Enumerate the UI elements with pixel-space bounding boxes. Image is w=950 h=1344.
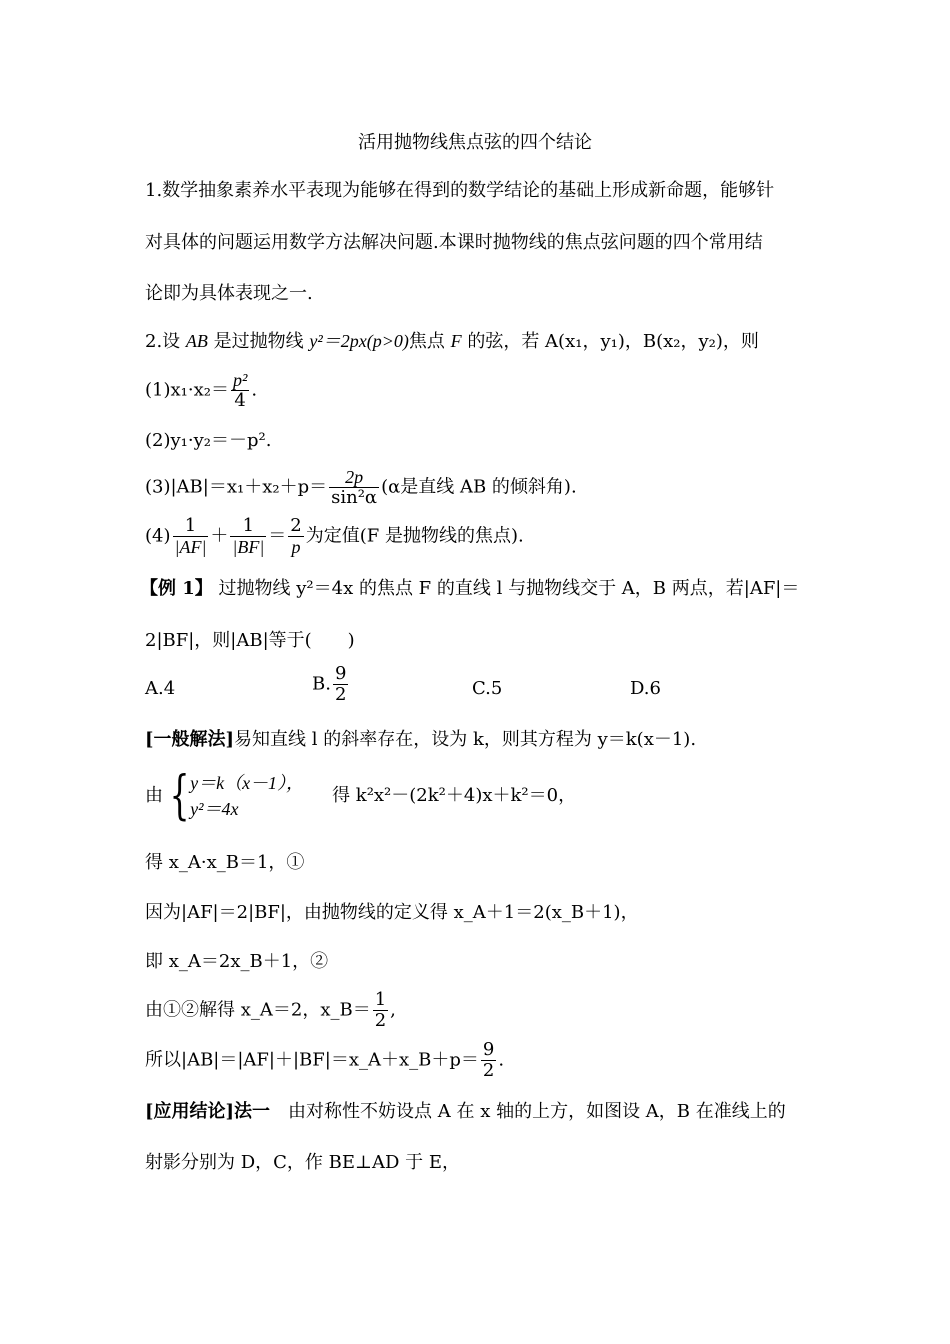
option-d: D.6 xyxy=(630,678,661,699)
s4-end: , xyxy=(390,999,396,1021)
general-step-3: 即 x_A＝2x_B＋1，② xyxy=(145,951,329,972)
example-line-2: 2|BF|，则|AB|等于( ) xyxy=(145,630,355,651)
c4-d2: |BF| xyxy=(232,537,265,557)
c4-end: 为定值(F 是抛物线的焦点). xyxy=(305,525,524,547)
c3-den: sin²α xyxy=(331,487,378,508)
applied-line-2: 射影分别为 D，C，作 BE⊥AD 于 E， xyxy=(145,1152,460,1173)
conclusion-2: (2)y₁·y₂＝－p². xyxy=(145,430,272,451)
conclusion-4 xyxy=(145,516,524,557)
c4-fraction-1 xyxy=(173,516,209,557)
option-b xyxy=(312,664,350,705)
c4-plus: ＋ xyxy=(210,525,229,547)
option-c: C.5 xyxy=(472,678,503,699)
s4-fraction xyxy=(373,990,388,1031)
general-text-1: 易知直线 l 的斜率存在，设为 k，则其方程为 y＝k(x－1). xyxy=(234,729,697,750)
system-eq-1: y＝k（x－1）， xyxy=(190,773,305,793)
page-title: 活用抛物线焦点弦的四个结论 xyxy=(358,132,592,153)
example-tag: 【例 1】 xyxy=(140,578,213,599)
option-a: A.4 xyxy=(145,678,176,699)
s5-fraction xyxy=(481,1040,496,1081)
c1-num: p² xyxy=(232,370,248,390)
setup-ab: AB xyxy=(185,331,208,351)
intro-line-3: 论即为具体表现之一. xyxy=(145,283,313,304)
s5-pre: 所以|AB|＝|AF|＋|BF|＝x_A＋x_B＋p＝ xyxy=(145,1049,479,1071)
s5-end: . xyxy=(498,1049,505,1071)
general-line-1 xyxy=(145,729,696,751)
setup-eq: y²＝2px(p>0) xyxy=(309,331,409,351)
c4-eq: ＝ xyxy=(268,525,287,547)
s4-num: 1 xyxy=(374,989,387,1010)
general-system xyxy=(145,766,577,826)
system-eq-2: y²＝4x xyxy=(190,799,239,819)
general-tag: [一般解法] xyxy=(145,729,235,750)
s4-den: 2 xyxy=(374,1010,387,1031)
setup-mid2: 焦点 xyxy=(408,331,451,352)
c3-end: (α是直线 AB 的倾斜角). xyxy=(381,476,577,498)
intro-line-1: 1.数学抽象素养水平表现为能够在得到的数学结论的基础上形成新命题，能够针 xyxy=(145,180,775,201)
general-step-4 xyxy=(145,990,396,1031)
c4-fraction-3 xyxy=(288,516,303,557)
general-get: 得 k²x²－(2k²＋4)x＋k²＝0， xyxy=(332,785,577,806)
general-step-2: 因为|AF|＝2|BF|，由抛物线的定义得 x_A＋1＝2(x_B＋1)， xyxy=(145,902,639,923)
c4-n1: 1 xyxy=(173,516,209,537)
conclusion-3 xyxy=(145,467,577,508)
setup-f: F xyxy=(450,331,462,351)
option-b-pre: B. xyxy=(312,673,331,695)
c1-end: . xyxy=(251,379,258,401)
equation-system xyxy=(190,770,304,822)
conclusion-1 xyxy=(145,370,257,411)
c3-lhs: (3)|AB|＝x₁＋x₂＋p＝ xyxy=(145,476,328,498)
c3-num: 2p xyxy=(329,467,379,488)
s4-pre: 由①②解得 x_A＝2，x_B＝ xyxy=(145,999,371,1021)
option-b-den: 2 xyxy=(334,684,347,705)
applied-line-1 xyxy=(145,1101,786,1123)
c1-fraction xyxy=(231,370,249,411)
general-step-1: 得 x_A·x_B＝1，① xyxy=(145,852,305,873)
option-b-fraction xyxy=(333,664,348,705)
applied-text-1: 由对称性不妨设点 A 在 x 轴的上方，如图设 A，B 在准线上的 xyxy=(270,1101,786,1122)
setup-tail: 的弦，若 A(x₁，y₁)，B(x₂，y₂)，则 xyxy=(461,331,759,352)
setup-line xyxy=(145,330,759,353)
option-b-num: 9 xyxy=(334,663,347,684)
example-line-1 xyxy=(140,578,799,600)
general-you: 由 xyxy=(145,785,163,806)
c4-n2: 1 xyxy=(230,516,266,537)
c4-pre: (4) xyxy=(145,525,171,547)
setup-pre: 2.设 xyxy=(145,331,186,352)
c3-fraction xyxy=(329,467,379,508)
s5-num: 9 xyxy=(482,1039,495,1060)
c1-den: 4 xyxy=(234,390,246,411)
c4-d3: p xyxy=(291,537,301,557)
intro-line-2: 对具体的问题运用数学方法解决问题.本课时抛物线的焦点弦问题的四个常用结 xyxy=(145,232,763,253)
general-step-5 xyxy=(145,1040,504,1081)
system-brace: { xyxy=(169,766,190,826)
s5-den: 2 xyxy=(482,1060,495,1081)
example-text-1: 过抛物线 y²＝4x 的焦点 F 的直线 l 与抛物线交于 A，B 两点，若|AF|＝ xyxy=(212,578,800,599)
setup-mid: 是过抛物线 xyxy=(207,331,310,352)
c4-fraction-2 xyxy=(230,516,266,557)
c4-d1: |AF| xyxy=(174,537,207,557)
c4-n3: 2 xyxy=(290,515,302,536)
c1-lhs: (1)x₁·x₂＝ xyxy=(145,379,229,401)
applied-tag: [应用结论]法一 xyxy=(145,1101,271,1122)
